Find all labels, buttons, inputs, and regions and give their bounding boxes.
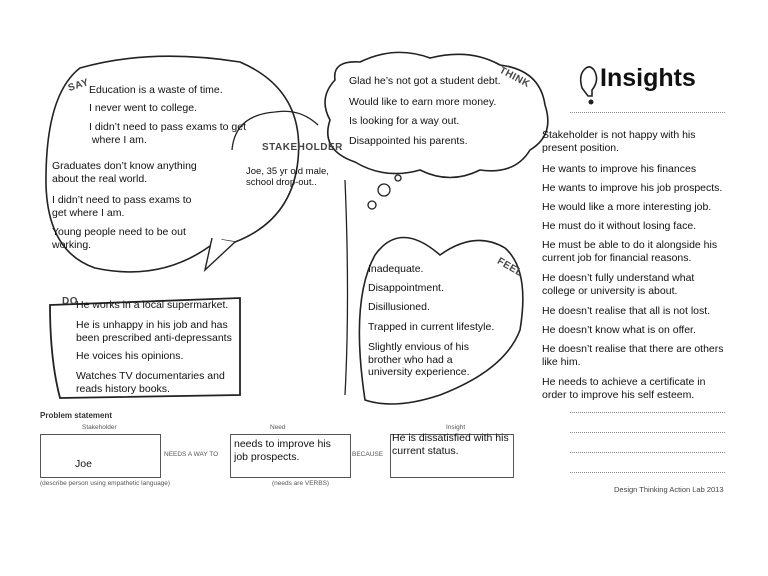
insight-item: He doesn’t realise that there are others like him. bbox=[542, 343, 724, 368]
think-item: Disappointed his parents. bbox=[349, 135, 468, 147]
insight-item: He must do it without losing face. bbox=[542, 220, 697, 232]
do-item: He is unhappy in his job and has been prescribed anti-depressants bbox=[76, 319, 232, 344]
say-item: I didn’t need to pass exams to get where I am. bbox=[89, 121, 247, 146]
insight-item: He doesn’t fully understand what college or university is about. bbox=[542, 272, 695, 297]
say-label: SAY bbox=[66, 77, 91, 94]
col-stakeholder: Stakeholder bbox=[82, 424, 117, 431]
insight-item: He doesn’t know what is on offer. bbox=[542, 324, 696, 336]
feel-item: Disappointment. bbox=[368, 282, 444, 294]
insight-item: He would like a more interesting job. bbox=[542, 201, 712, 213]
insight-item: He needs to achieve a certificate in order to improve his self esteem. bbox=[542, 376, 706, 401]
needs-a-way-to-label: NEEDS A WAY TO bbox=[164, 451, 219, 458]
think-label: THINK bbox=[497, 64, 532, 91]
feel-item: Disillusioned. bbox=[368, 301, 430, 313]
feel-item: Inadequate. bbox=[368, 263, 424, 275]
insight-item: He wants to improve his job prospects. bbox=[542, 182, 723, 194]
need-value: needs to improve his job prospects. bbox=[234, 438, 331, 463]
do-item: Watches TV documentaries and reads history books. bbox=[76, 370, 225, 395]
insight-value: He is dissatisfied with his current status. bbox=[392, 432, 509, 457]
stakeholder-box[interactable] bbox=[40, 434, 161, 478]
note-stakeholder: (describe person using empathetic language) bbox=[40, 480, 171, 487]
stakeholder-label: STAKEHOLDER bbox=[262, 142, 343, 153]
footer: Design Thinking Action Lab 2013 bbox=[614, 485, 724, 494]
say-item: Education is a waste of time. bbox=[89, 84, 223, 96]
feel-item: Trapped in current lifestyle. bbox=[368, 321, 495, 333]
do-item: He works in a local supermarket. bbox=[76, 299, 229, 311]
do-label: DO bbox=[62, 296, 78, 307]
stakeholder-description: Joe, 35 yr old male, school drop-out.. bbox=[246, 166, 329, 188]
problem-heading: Problem statement bbox=[40, 411, 113, 420]
insight-item: He must be able to do it alongside his current job for financial reasons. bbox=[542, 239, 718, 264]
feel-item: Slightly envious of his brother who had a university experience. bbox=[368, 341, 470, 378]
think-item: Glad he’s not got a student debt. bbox=[349, 75, 501, 87]
think-item: Is looking for a way out. bbox=[349, 115, 460, 127]
col-need: Need bbox=[270, 424, 286, 431]
stakeholder-value: Joe bbox=[75, 458, 92, 470]
do-item: He voices his opinions. bbox=[76, 350, 184, 362]
say-item: I never went to college. bbox=[89, 102, 197, 114]
say-item: Graduates don’t know anything about the real world. bbox=[52, 160, 197, 185]
say-item: Young people need to be out working. bbox=[52, 226, 186, 251]
lightbulb-icon bbox=[581, 67, 597, 96]
think-item: Would like to earn more money. bbox=[349, 96, 497, 108]
insight-item: He wants to improve his finances bbox=[542, 163, 697, 175]
feel-label: FEEL bbox=[495, 255, 525, 280]
insight-item: Stakeholder is not happy with his present position. bbox=[542, 129, 696, 154]
note-need: (needs are VERBS) bbox=[272, 480, 330, 487]
col-insight: Insight bbox=[446, 424, 466, 431]
say-item: I didn’t need to pass exams to get where I am. bbox=[52, 194, 192, 219]
insights-title: Insights bbox=[600, 64, 696, 92]
because-label: BECAUSE bbox=[352, 451, 384, 458]
insight-item: He doesn’t realise that all is not lost. bbox=[542, 305, 711, 317]
